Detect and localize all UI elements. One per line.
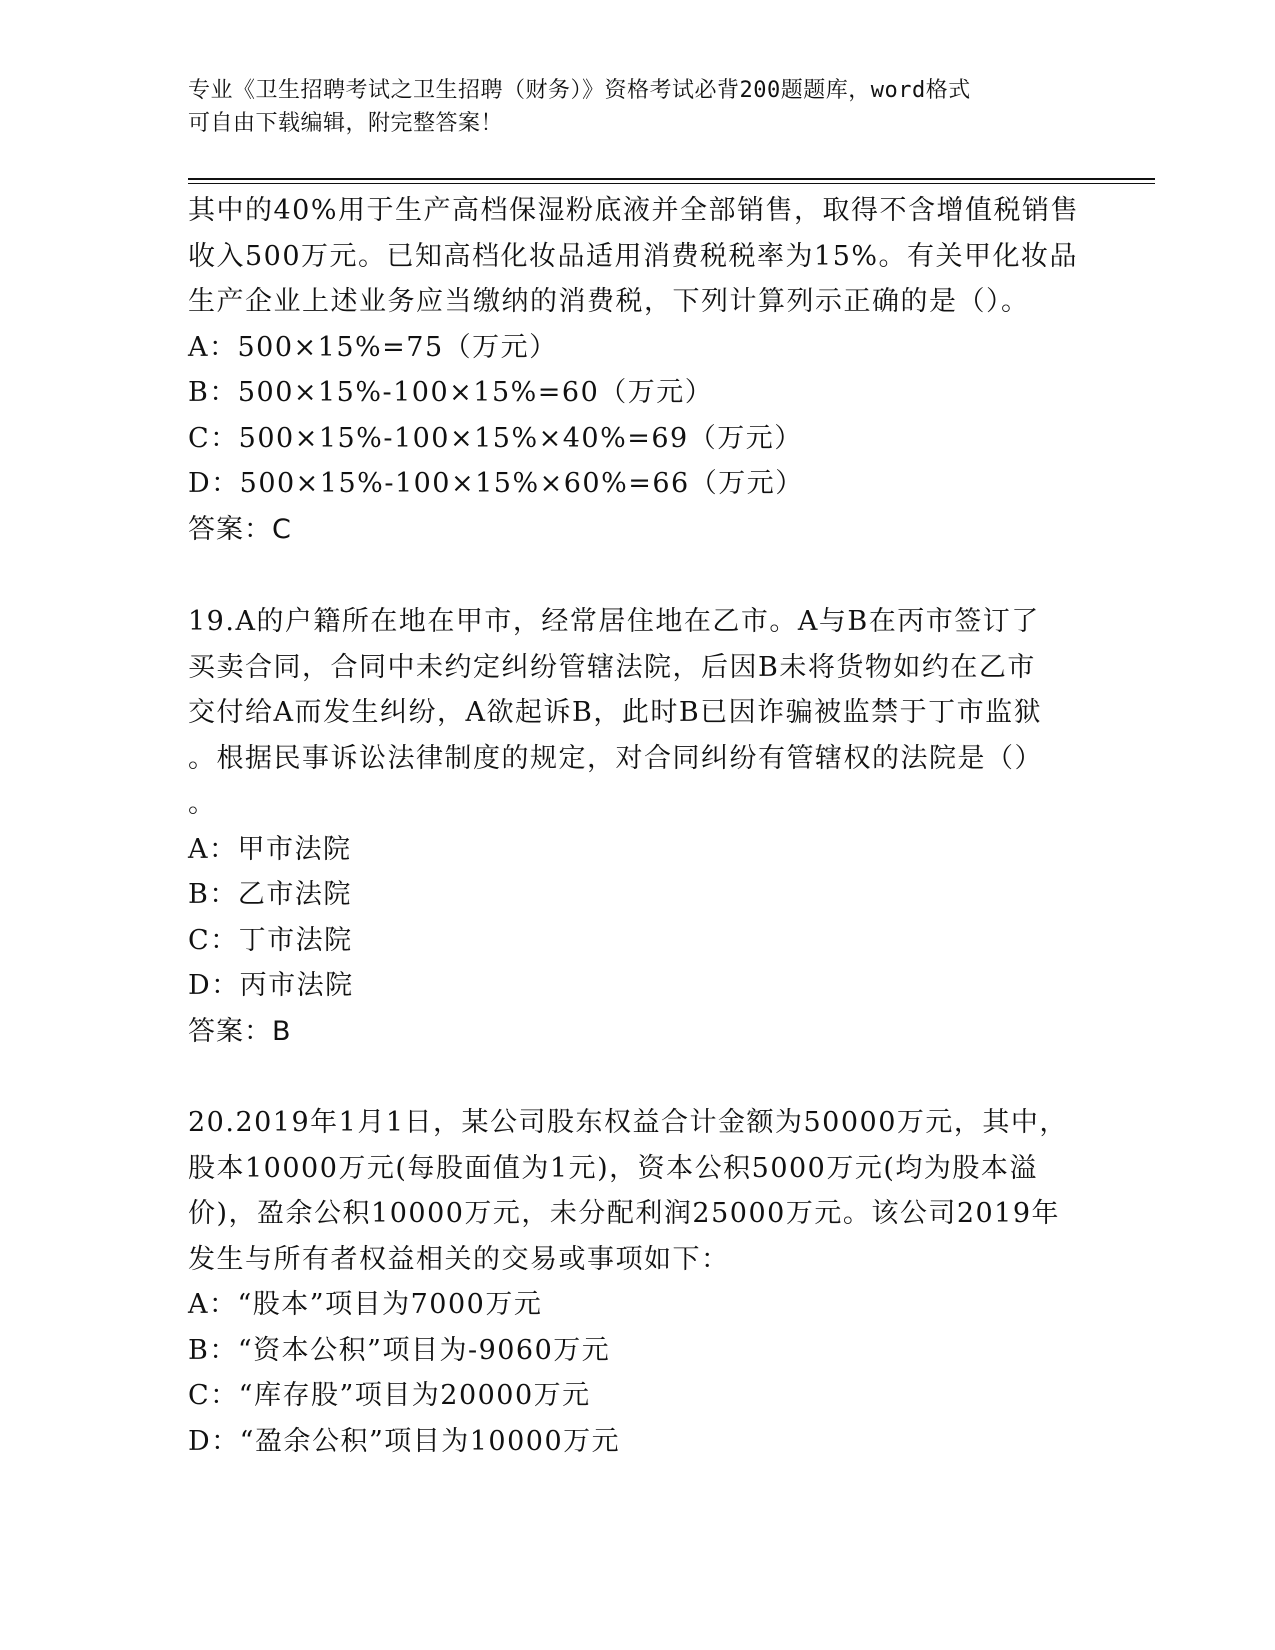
- header-title-line-1: 专业《卫生招聘考试之卫生招聘（财务）》资格考试必背200题题库，word格式: [188, 78, 971, 103]
- stem-line: 。根据民事诉讼法律制度的规定，对合同纠纷有管辖权的法院是（）: [188, 742, 1043, 774]
- option-c: C：“库存股”项目为20000万元: [188, 1380, 591, 1411]
- answer-label: 答案：C: [188, 513, 292, 545]
- stem-line: 价)，盈余公积10000万元，未分配利润25000万元。该公司2019年: [188, 1198, 1061, 1229]
- option-c: C：丁市法院: [188, 924, 353, 956]
- option-b: B：500×15%-100×15%=60（万元）: [188, 377, 714, 408]
- question-block-19: [188, 599, 1088, 1054]
- stem-line: 19.A的户籍所在地在甲市，经常居住地在乙市。A与B在丙市签订了: [188, 606, 1040, 637]
- option-d: D：“盈余公积”项目为10000万元: [188, 1425, 621, 1457]
- question-stem: [188, 188, 1088, 325]
- answer-label: 答案：B: [188, 1015, 292, 1047]
- header-divider-thick: [188, 178, 1155, 180]
- stem-line: 收入500万元。已知高档化妆品适用消费税税率为15%。有关甲化妆品: [188, 240, 1079, 272]
- stem-line: 发生与所有者权益相关的交易或事项如下：: [188, 1243, 730, 1275]
- option-c: C：500×15%-100×15%×40%=69（万元）: [188, 422, 803, 454]
- question-stem: [188, 599, 1088, 827]
- header-title-line-2: 可自由下载编辑，附完整答案！: [188, 111, 504, 136]
- option-b: B：乙市法院: [188, 879, 352, 910]
- stem-line: 20.2019年1月1日，某公司股东权益合计金额为50000万元，其中，: [188, 1107, 1068, 1138]
- question-block-20: [188, 1100, 1088, 1464]
- option-b: B：“资本公积”项目为-9060万元: [188, 1334, 611, 1366]
- option-d: D：丙市法院: [188, 970, 354, 1001]
- header-divider-thin: [188, 183, 1155, 184]
- option-d: D：500×15%-100×15%×60%=66（万元）: [188, 468, 804, 499]
- question-stem: [188, 1100, 1088, 1282]
- stem-line: 买卖合同，合同中未约定纠纷管辖法院，后因B未将货物如约在乙市: [188, 651, 1036, 683]
- question-block-continued: [188, 188, 1088, 552]
- option-a: A：“股本”项目为7000万元: [188, 1289, 543, 1320]
- option-a: A：甲市法院: [188, 833, 352, 865]
- stem-line: 其中的40%用于生产高档保湿粉底液并全部销售，取得不含增值税销售: [188, 195, 1080, 226]
- stem-line: 股本10000万元(每股面值为1元)，资本公积5000万元(均为股本溢: [188, 1152, 1038, 1184]
- stem-line: 交付给A而发生纠纷，A欲起诉B，此时B已因诈骗被监禁于丁市监狱: [188, 697, 1043, 728]
- option-a: A：500×15%=75（万元）: [188, 331, 558, 363]
- stem-line: 生产企业上述业务应当缴纳的消费税，下列计算列示正确的是（）。: [188, 286, 1030, 317]
- document-header: [188, 74, 1088, 140]
- stem-line: 。: [188, 788, 217, 819]
